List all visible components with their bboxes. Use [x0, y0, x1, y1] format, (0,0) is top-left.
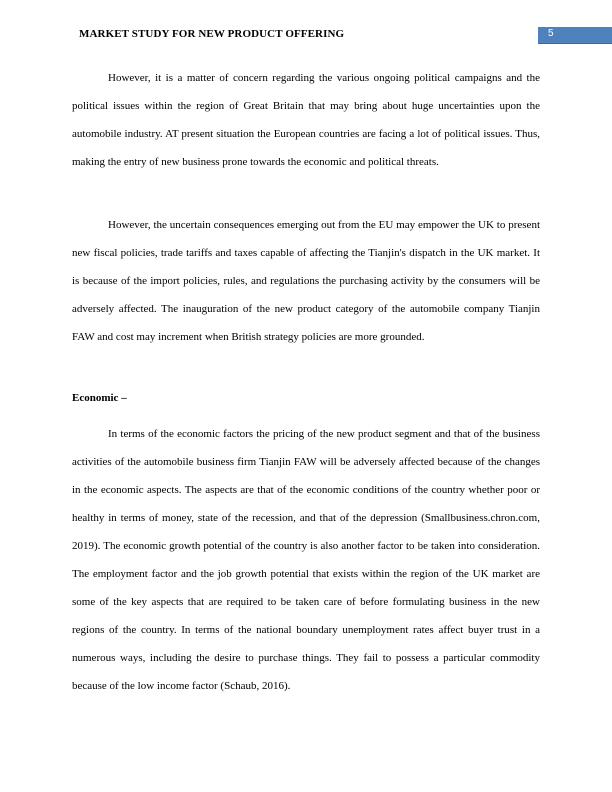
page-number: 5: [548, 28, 554, 39]
body-paragraph-eu-consequences: However, the uncertain consequences emerging out from the EU may empower the UK to present new fiscal policies, trade tariffs and taxes capable of affecting the Tianjin's dispatch in the UK market. It is because of the import policies, rules, and regulations the purchasing activity by the consumers will be adversely affected. The inauguration of the new product category of the automobile company Tianjin FAW and cost may increment when British strategy policies are more grounded.: [72, 219, 540, 343]
page-number-badge: [538, 27, 612, 44]
body-paragraph-economic-factors: In terms of the economic factors the pricing of the new product segment and that of the business activities of the automobile business firm Tianjin FAW will be adversely affected because of the changes in the economic aspects. The aspects are that of the economic conditions of the country whether poor or healthy in terms of money, state of the recession, and that of the depression (Smallbusiness.chron.com, 2019). The economic growth potential of the country is also another factor to be taken into consideration. The employment factor and the job growth potential that exists within the region of the UK market are some of the key aspects that are required to be taken care of before formulating business in the new regions of the country. In terms of the national boundary unemployment rates affect buyer trust in a numerous ways, including the desire to purchase things. They fail to possess a particular commodity because of the low income factor (Schaub, 2016).: [72, 428, 540, 692]
body-paragraph-political-concerns: However, it is a matter of concern regarding the various ongoing political campaigns and the political issues within the region of Great Britain that may bring about huge uncertainties upon the automobile industry. AT present situation the European countries are facing a lot of political issues. Thus, making the entry of new business prone towards the economic and political threats.: [72, 72, 540, 168]
section-heading-economic: Economic –: [72, 392, 127, 404]
running-header-title: MARKET STUDY FOR NEW PRODUCT OFFERING: [79, 28, 345, 40]
